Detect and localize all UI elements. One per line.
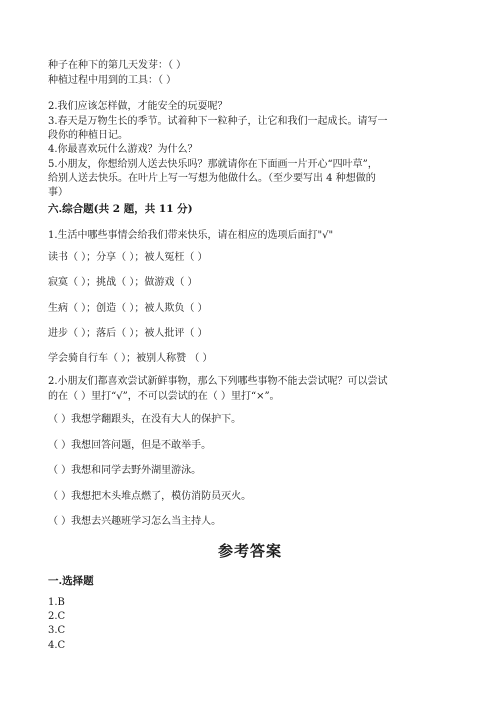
q2-option-3: （ ）我想和同学去野外湖里游泳。: [48, 465, 202, 476]
section-6-q2-line1: 2.小朋友们都喜欢尝试新鲜事物，那么下列哪些事物不能去尝试呢？可以尝试: [48, 376, 388, 387]
question-3-line1: 3.春天是万物生长的季节。试着种下一粒种子，让它和我们一起成长。请写一: [48, 116, 388, 127]
answers-title: 参考答案: [217, 542, 282, 560]
answer-item-3: 3.C: [48, 625, 66, 636]
tool-question-line-seed: 种子在种下的第几天发芽：（ ）: [48, 60, 187, 71]
q1-row-5: 学会骑自行车（ ）；被别人称赞 （ ）: [48, 353, 213, 364]
q2-option-4: （ ）我想把木头堆点燃了，模仿消防员灭火。: [48, 491, 252, 502]
question-5-line1: 5.小朋友，你想给别人送去快乐吗？那就请你在下面画一片开心“四叶草”，: [48, 159, 378, 170]
q1-row-3: 生病（ ）；创造（ ）；被人欺负（ ）: [48, 303, 208, 314]
question-5-line2: 给别人送去快乐。在叶片上写一写想为他做什么。（至少要写出 4 种想做的: [48, 173, 376, 184]
q2-option-1: （ ）我想学翻跟头，在没有大人的保护下。: [48, 414, 242, 425]
tool-question-line-tools: 种植过程中用到的工具：（ ）: [48, 75, 177, 86]
q1-row-2: 寂寞（ ）；挑战（ ）；做游戏（ ）: [48, 277, 198, 288]
answer-item-4: 4.C: [48, 640, 66, 651]
section-6-q1: 1.生活中哪些事情会给我们带来快乐，请在相应的选项后面打"√": [48, 230, 334, 241]
answers-section-title: 一.选择题: [48, 575, 94, 587]
question-2: 2.我们应该怎样做，才能安全的玩耍呢？: [48, 101, 228, 112]
question-3-line2: 段你的种植日记。: [48, 130, 128, 141]
q1-row-1: 读书（ ）；分享（ ）；被人冤枉（ ）: [48, 252, 208, 263]
question-5-line3: 事）: [48, 187, 68, 198]
q1-row-4: 进步（ ）；落后（ ）；被人批评（ ）: [48, 328, 208, 339]
answer-item-2: 2.C: [48, 611, 66, 622]
question-4: 4.你最喜欢玩什么游戏？为什么？: [48, 144, 198, 155]
q2-option-2: （ ）我想回答问题，但是不敢举手。: [48, 440, 212, 451]
section-6-title: 六.综合题(共 2 题，共 11 分): [48, 203, 193, 215]
section-6-q2-line2: 的在（ ）里打“√”，不可以尝试的在（ ）里打“×”。: [48, 391, 280, 402]
q2-option-5: （ ）我想去兴趣班学习怎么当主持人。: [48, 516, 222, 527]
answer-item-1: 1.B: [48, 597, 65, 608]
